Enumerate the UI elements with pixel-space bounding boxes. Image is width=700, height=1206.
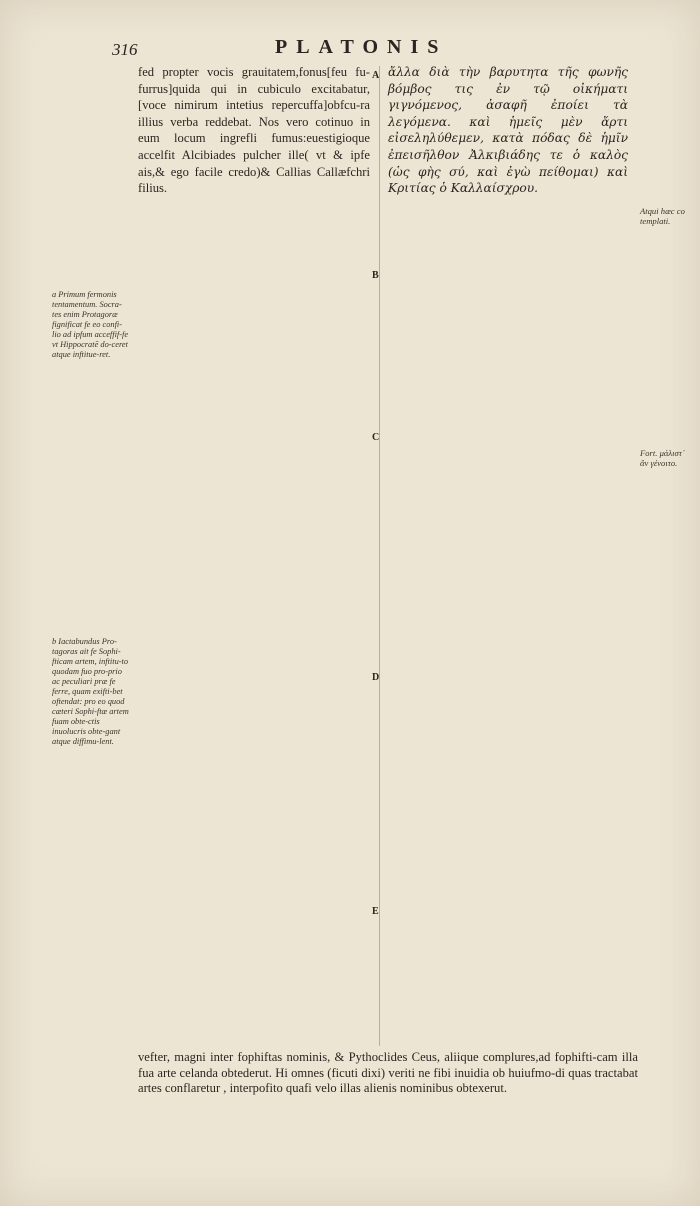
margin-note-right-2: Fort. μάλιστ᾽ ἂν γένοιτο. (640, 448, 685, 468)
page-number: 316 (112, 40, 138, 59)
bottom-paragraph: vefter, magni inter fophiftas nominis, & Pythoclides Ceus, aliique complures,ad fophifti-cam illa fua arte celanda obtederut. Hi omnes (ficuti dixi) veriti ne fibi inuidia ob huiufmo-di quas tractabat artes conflaretur , interpofito quafi velo illas alienis nominibus obtexerut. (138, 1050, 638, 1095)
margin-note-b: b Iactabundus Pro-tagoras ait fe Sophi-fticam artem, inftitu-to quodam fuo pro-prio ac peculiari præ fe ferre, quam exifti-bet oftendat: pro eo quod cæteri Sophi-ftæ artem fuam obte-ctis inuolucris obte-gant atque diffimu-lent. (52, 637, 129, 746)
section-letter-d: D (372, 672, 380, 683)
latin-column (138, 64, 370, 197)
column-divider (379, 66, 380, 1046)
running-title: PLATONIS (275, 36, 448, 58)
margin-note-right-1: Atqui hæc co templati. (640, 206, 685, 226)
section-letter-b: B (372, 270, 379, 281)
bottom-paragraph-block (138, 1050, 638, 1097)
section-letter-a: A (372, 70, 380, 81)
greek-column (388, 64, 628, 197)
latin-paragraph: fed propter vocis grauitatem,fonus[feu fu-furrus]quida qui in cubiculo excitabatur, [voce nimirum intetius repercuffa]obfcu-ra illius verba reddebat. Nos vero cotinuo in eum locum ingrefli fumus:euestigioque accelfit Alcibiades pulcher ille( vt & ipfe ais,& ego facile credo)& Callias Callæfchri filius. (138, 65, 370, 196)
section-letter-c: C (372, 432, 380, 443)
section-letter-e: E (372, 906, 379, 917)
greek-paragraph: ἄλλα διὰ τὴν βαρυτητα τῆς φωνῆς βόμβος τις ἐν τῷ οἰκήματι γιγνόμενος, ἀσαφῆ ἐποίει τὰ λεγόμενα. καὶ ἡμεῖς μὲν ἄρτι εἰσεληλύθεμεν, κατὰ πόδας δὲ ἡμῖν ἐπεισῆλθον Ἀλκιβιάδης τε ὁ καλὸς (ὡς φὴς σύ, καὶ ἐγὼ πείθομαι) καὶ Κριτίας ὁ Καλλαίσχρου. (388, 65, 628, 196)
margin-note-a: a Primum fermonis tentamentum. Socra-tes enim Protagoræ fignificat fe eo confi-lio ad ipfum acceffif-fe vt Hippocratē do-ceret atque inftitue-ret. (52, 290, 129, 359)
